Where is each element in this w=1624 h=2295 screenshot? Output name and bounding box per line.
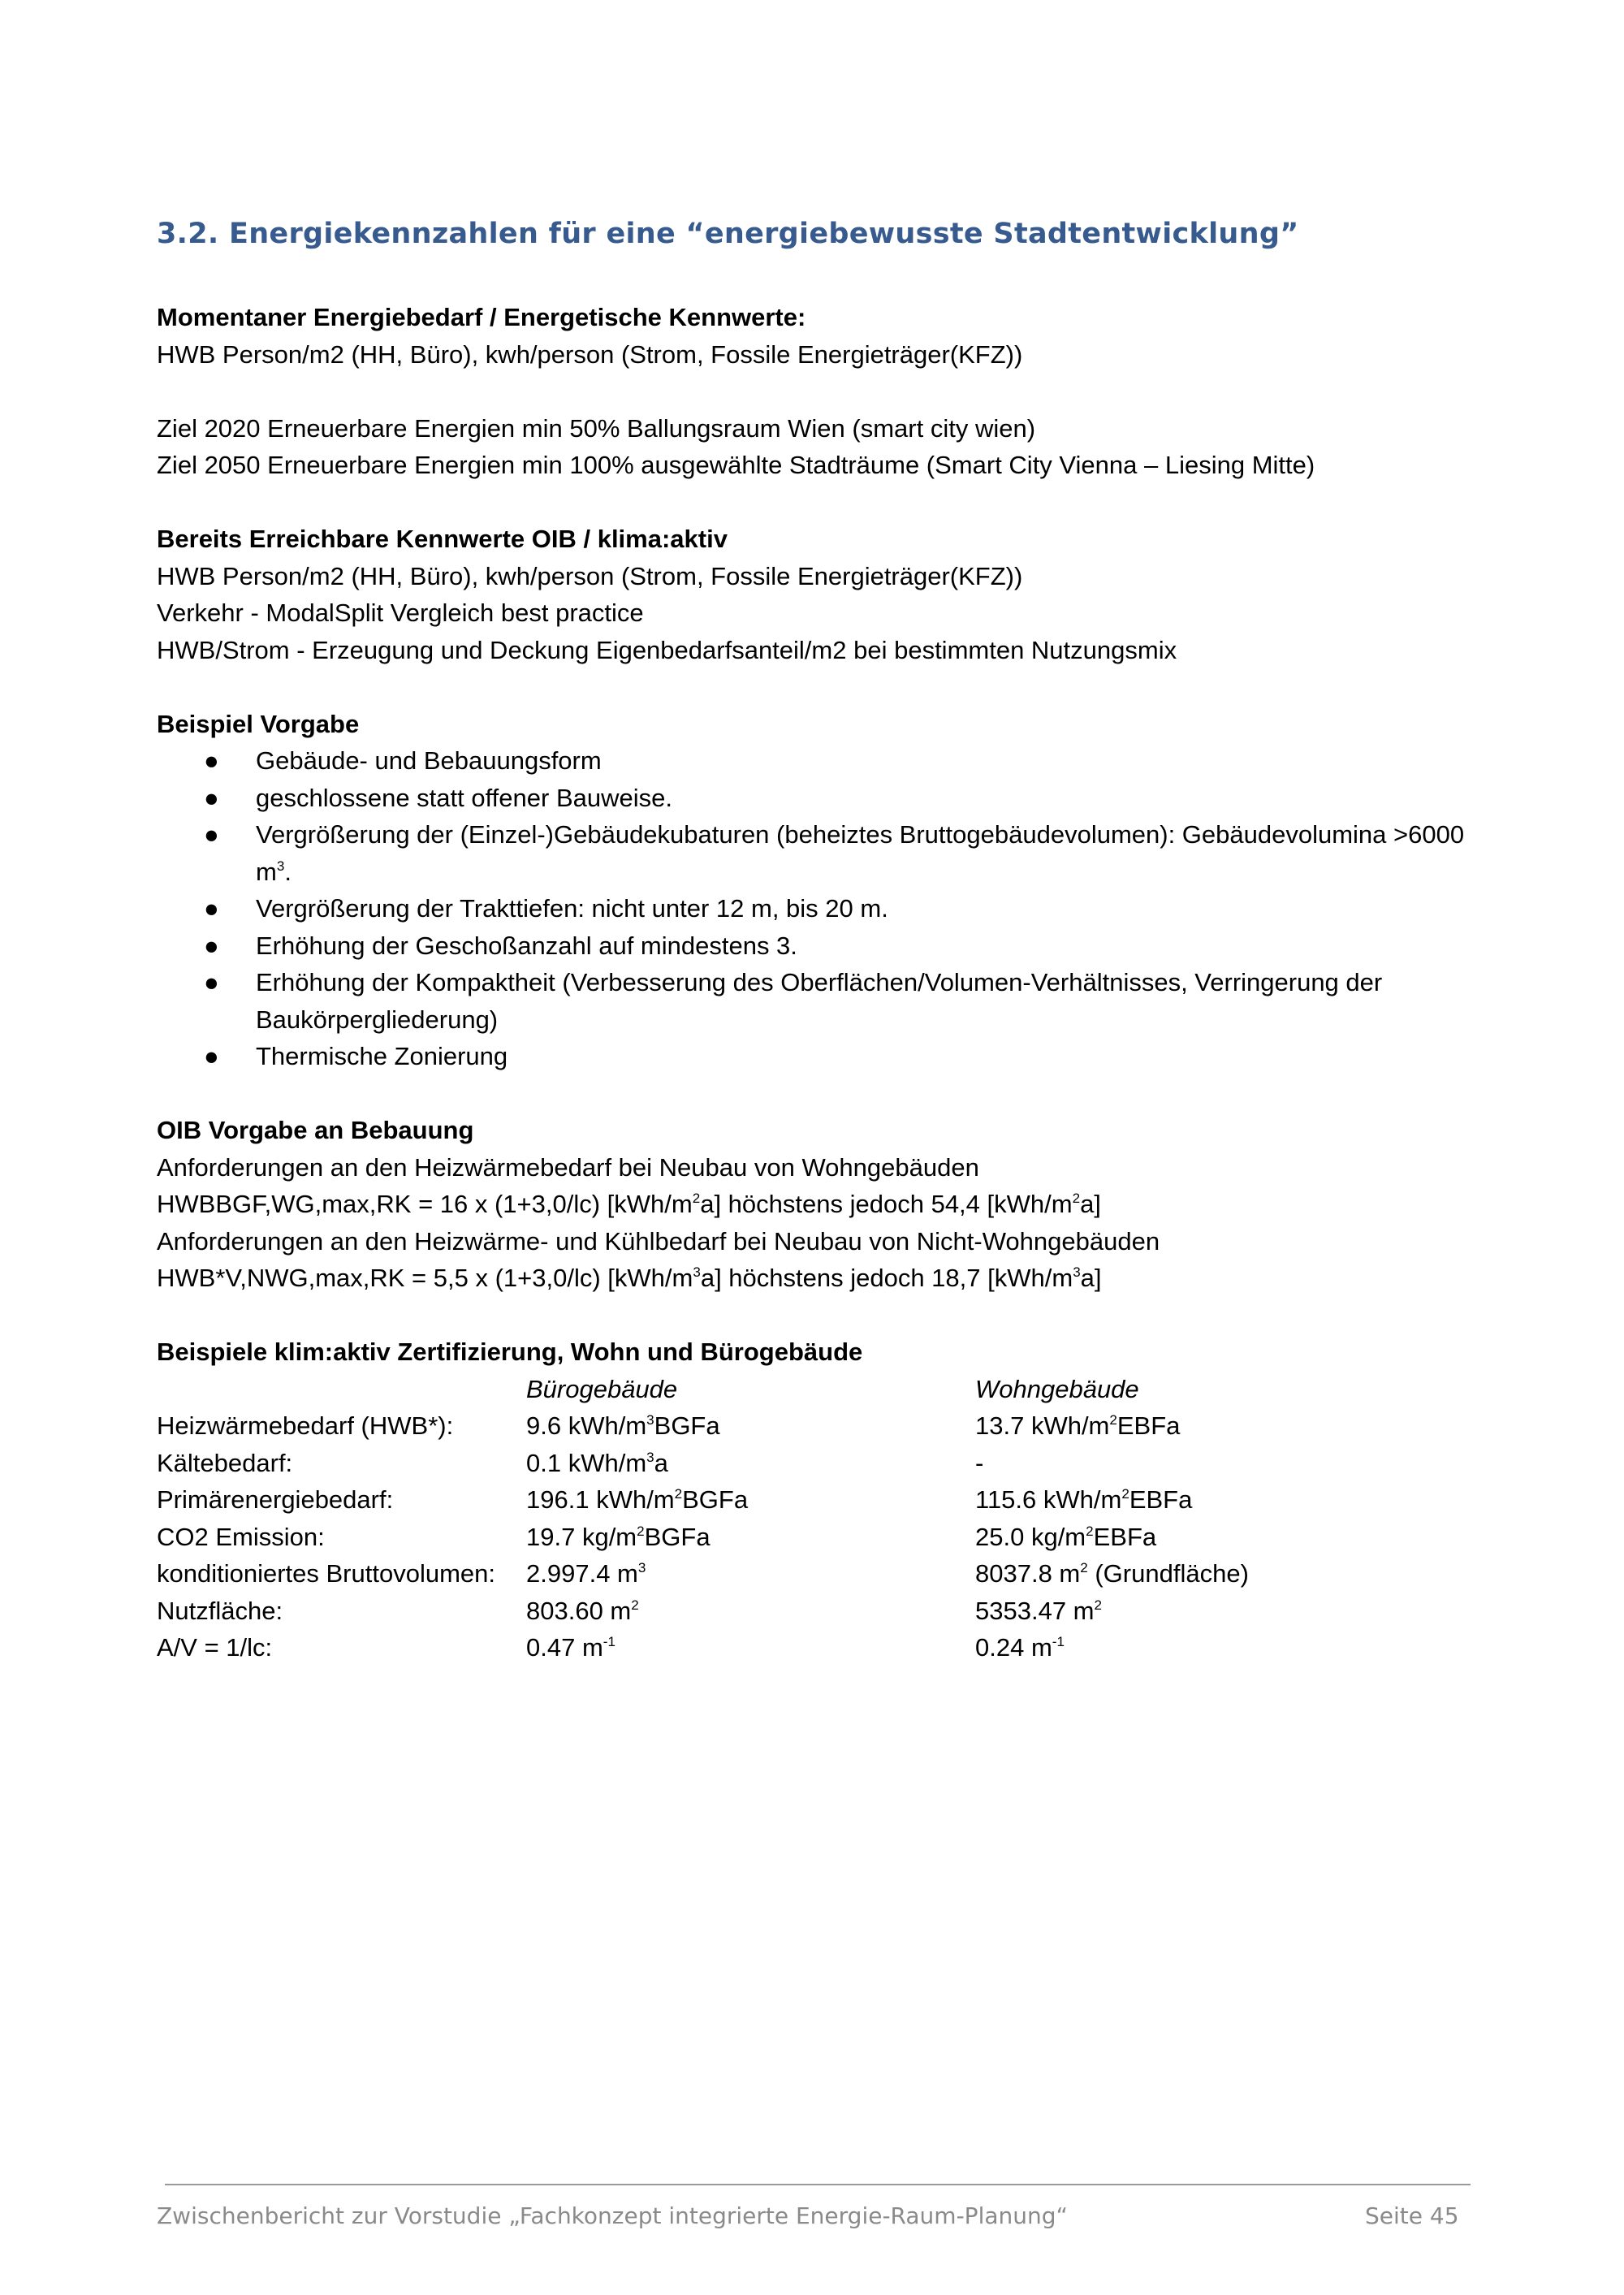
erreichbar-line: Verkehr - ModalSplit Vergleich best practice [157,599,644,627]
list-item-text: geschlossene statt offener Bauweise. [256,783,672,812]
superscript: 3 [276,858,285,874]
formula-part: a] [1080,1264,1102,1292]
document-body [157,299,1488,1666]
value-part: a [654,1448,668,1477]
value-part: 19.7 kg/m [526,1522,637,1551]
superscript: 2 [1094,1597,1102,1613]
footer-divider [165,2184,1471,2185]
row-label: konditioniertes Bruttovolumen: [157,1559,496,1588]
superscript: 2 [631,1597,639,1613]
formula-part: a] höchstens jedoch 54,4 [kWh/m [700,1190,1073,1218]
list-item [157,816,1488,890]
wohn-value [975,1407,1249,1445]
bullet-icon: ● [204,1042,219,1070]
spacer [157,668,1488,706]
section-heading [157,218,1299,250]
section-title: Energiekennzahlen für eine “energiebewusste Stadtentwicklung” [229,218,1299,250]
erreichbar-line: HWB/Strom - Erzeugung und Deckung Eigenbedarfsanteil/m2 bei bestimmten Nutzungsmix [157,635,1177,664]
superscript: 3 [1073,1264,1081,1281]
buero-value [526,1593,975,1630]
value-part: 115.6 kWh/m [975,1485,1122,1514]
value-part: BGFa [654,1411,720,1440]
list-item-text: Erhöhung der Geschoßanzahl auf mindestens 3. [256,931,797,960]
table-row [157,1629,1249,1666]
bullet-icon: ● [204,783,219,812]
list-item-text: Gebäude- und Bebauungsform [256,746,602,775]
momentan-title: Momentaner Energiebedarf / Energetische Kennwerte: [157,303,806,331]
buero-value [526,1445,975,1482]
superscript: -1 [603,1634,615,1650]
oib-line: Anforderungen an den Heizwärmebedarf bei Neubau von Wohngebäuden [157,1152,979,1182]
value-part: (Grundfläche) [1087,1559,1249,1588]
value-part: 803.60 m [526,1596,632,1625]
list-item-text: Vergrößerung der Trakttiefen: nicht unter 12 m, bis 20 m. [256,894,888,923]
list-item-text: Thermische Zonierung [256,1042,508,1070]
value-part: EBFa [1116,1411,1181,1440]
table-row [157,1407,1249,1445]
column-header-buero: Bürogebäude [526,1374,678,1403]
row-label: Kältebedarf: [157,1448,293,1477]
wohn-value [975,1555,1249,1593]
list-item [157,964,1488,1038]
value-part: 0.47 m [526,1633,603,1662]
column-header-wohn: Wohngebäude [975,1374,1139,1403]
value-part: 25.0 kg/m [975,1522,1086,1551]
wohn-value [975,1445,1249,1482]
bullet-icon: ● [204,968,219,996]
buero-value [526,1555,975,1593]
superscript: 2 [637,1523,645,1539]
table-row [157,1481,1249,1519]
superscript: 3 [646,1449,654,1465]
wohn-value [975,1629,1249,1666]
list-item [157,780,1488,817]
value-part: 13.7 kWh/m [975,1411,1110,1440]
row-label: CO2 Emission: [157,1522,325,1551]
value-part: EBFa [1129,1485,1193,1514]
row-label: Heizwärmebedarf (HWB*): [157,1411,454,1440]
buero-value [526,1519,975,1556]
value-part: 9.6 kWh/m [526,1411,647,1440]
formula-part: HWB*V,NWG,max,RK = 5,5 x (1+3,0/lc) [kWh/m [157,1264,693,1292]
bullet-icon: ● [204,820,219,849]
table-row [157,1445,1249,1482]
value-part: 5353.47 m [975,1596,1095,1625]
value-part: - [975,1448,984,1477]
list-item [157,927,1488,965]
superscript: -1 [1052,1634,1065,1650]
buero-value [526,1407,975,1445]
superscript: 2 [674,1486,683,1502]
row-label: Nutzfläche: [157,1596,283,1625]
bullet-icon: ● [204,931,219,960]
table-row [157,1593,1249,1630]
buero-value [526,1629,975,1666]
wohn-value [975,1481,1249,1519]
spacer [157,484,1488,521]
oib-line: Anforderungen an den Heizwärme- und Kühlbedarf bei Neubau von Nicht-Wohngebäuden [157,1226,1160,1256]
list-item-text: Vergrößerung der (Einzel-)Gebäudekubaturen (beheiztes Bruttogebäudevolumen): Gebäudevolumina >6000 m [256,820,1465,886]
table-row [157,1519,1249,1556]
page-number: Seite 45 [1365,2202,1459,2229]
erreichbar-line: HWB Person/m2 (HH, Büro), kwh/person (Strom, Fossile Energieträger(KFZ)) [157,561,1023,590]
value-part: 2.997.4 m [526,1559,638,1588]
wohn-value [975,1593,1249,1630]
list-item [157,1038,1488,1075]
superscript: 3 [693,1264,701,1281]
erreichbar-title: Bereits Erreichbare Kennwerte OIB / klima:aktiv [157,525,728,553]
oib-formula-nichtwohn [157,1260,1488,1297]
list-item-end: . [284,857,292,886]
oib-formula-wohn [157,1186,1488,1223]
superscript: 2 [692,1191,701,1207]
superscript: 3 [646,1412,654,1428]
kw-title: Beispiele klim:aktiv Zertifizierung, Wohn und Bürogebäude [157,1338,863,1366]
footer-title: Zwischenbericht zur Vorstudie „Fachkonzept integrierte Energie-Raum-Planung“ [157,2202,1069,2229]
bullet-icon: ● [204,894,219,923]
ziel-2050: Ziel 2050 Erneuerbare Energien min 100% ausgewählte Stadträume (Smart City Vienna – Liesing Mitte) [157,451,1315,479]
ziel-2020: Ziel 2020 Erneuerbare Energien min 50% Ballungsraum Wien (smart city wien) [157,413,1036,443]
vorgabe-list [157,742,1488,1075]
value-part: 0.1 kWh/m [526,1448,647,1477]
superscript: 2 [1109,1412,1117,1428]
bullet-icon: ● [204,746,219,775]
spacer [157,373,1488,410]
table-row [157,1555,1249,1593]
value-part: BGFa [682,1485,749,1514]
superscript: 2 [1086,1523,1094,1539]
superscript: 2 [1072,1191,1081,1207]
spacer [157,1297,1488,1334]
formula-part: a] [1080,1190,1101,1218]
list-item [157,742,1488,780]
vorgabe-title: Beispiel Vorgabe [157,709,360,738]
formula-part: HWBBGF,WG,max,RK = 16 x (1+3,0/lc) [kWh/m [157,1190,693,1218]
table-cell [157,1371,526,1408]
spacer [157,1075,1488,1113]
superscript: 2 [1121,1486,1129,1502]
oib-title: OIB Vorgabe an Bebauung [157,1116,474,1144]
row-label: A/V = 1/lc: [157,1633,273,1662]
kennwerte-table [157,1371,1249,1666]
list-item-text: Erhöhung der Kompaktheit (Verbesserung des Oberflächen/Volumen-Verhältnisses, Verringerung der Baukörpergliederung) [256,968,1383,1034]
row-label: Primärenergiebedarf: [157,1485,394,1514]
superscript: 3 [637,1560,646,1576]
value-part: EBFa [1093,1522,1157,1551]
list-item [157,890,1488,927]
value-part: 196.1 kWh/m [526,1485,675,1514]
buero-value [526,1481,975,1519]
formula-part: a] höchstens jedoch 18,7 [kWh/m [700,1264,1073,1292]
value-part: 8037.8 m [975,1559,1081,1588]
value-part: BGFa [644,1522,710,1551]
value-part: 0.24 m [975,1633,1052,1662]
table-header-row [157,1371,1249,1408]
wohn-value [975,1519,1249,1556]
momentan-line: HWB Person/m2 (HH, Büro), kwh/person (Strom, Fossile Energieträger(KFZ)) [157,339,1023,369]
superscript: 2 [1080,1560,1088,1576]
section-number: 3.2. [157,218,219,250]
